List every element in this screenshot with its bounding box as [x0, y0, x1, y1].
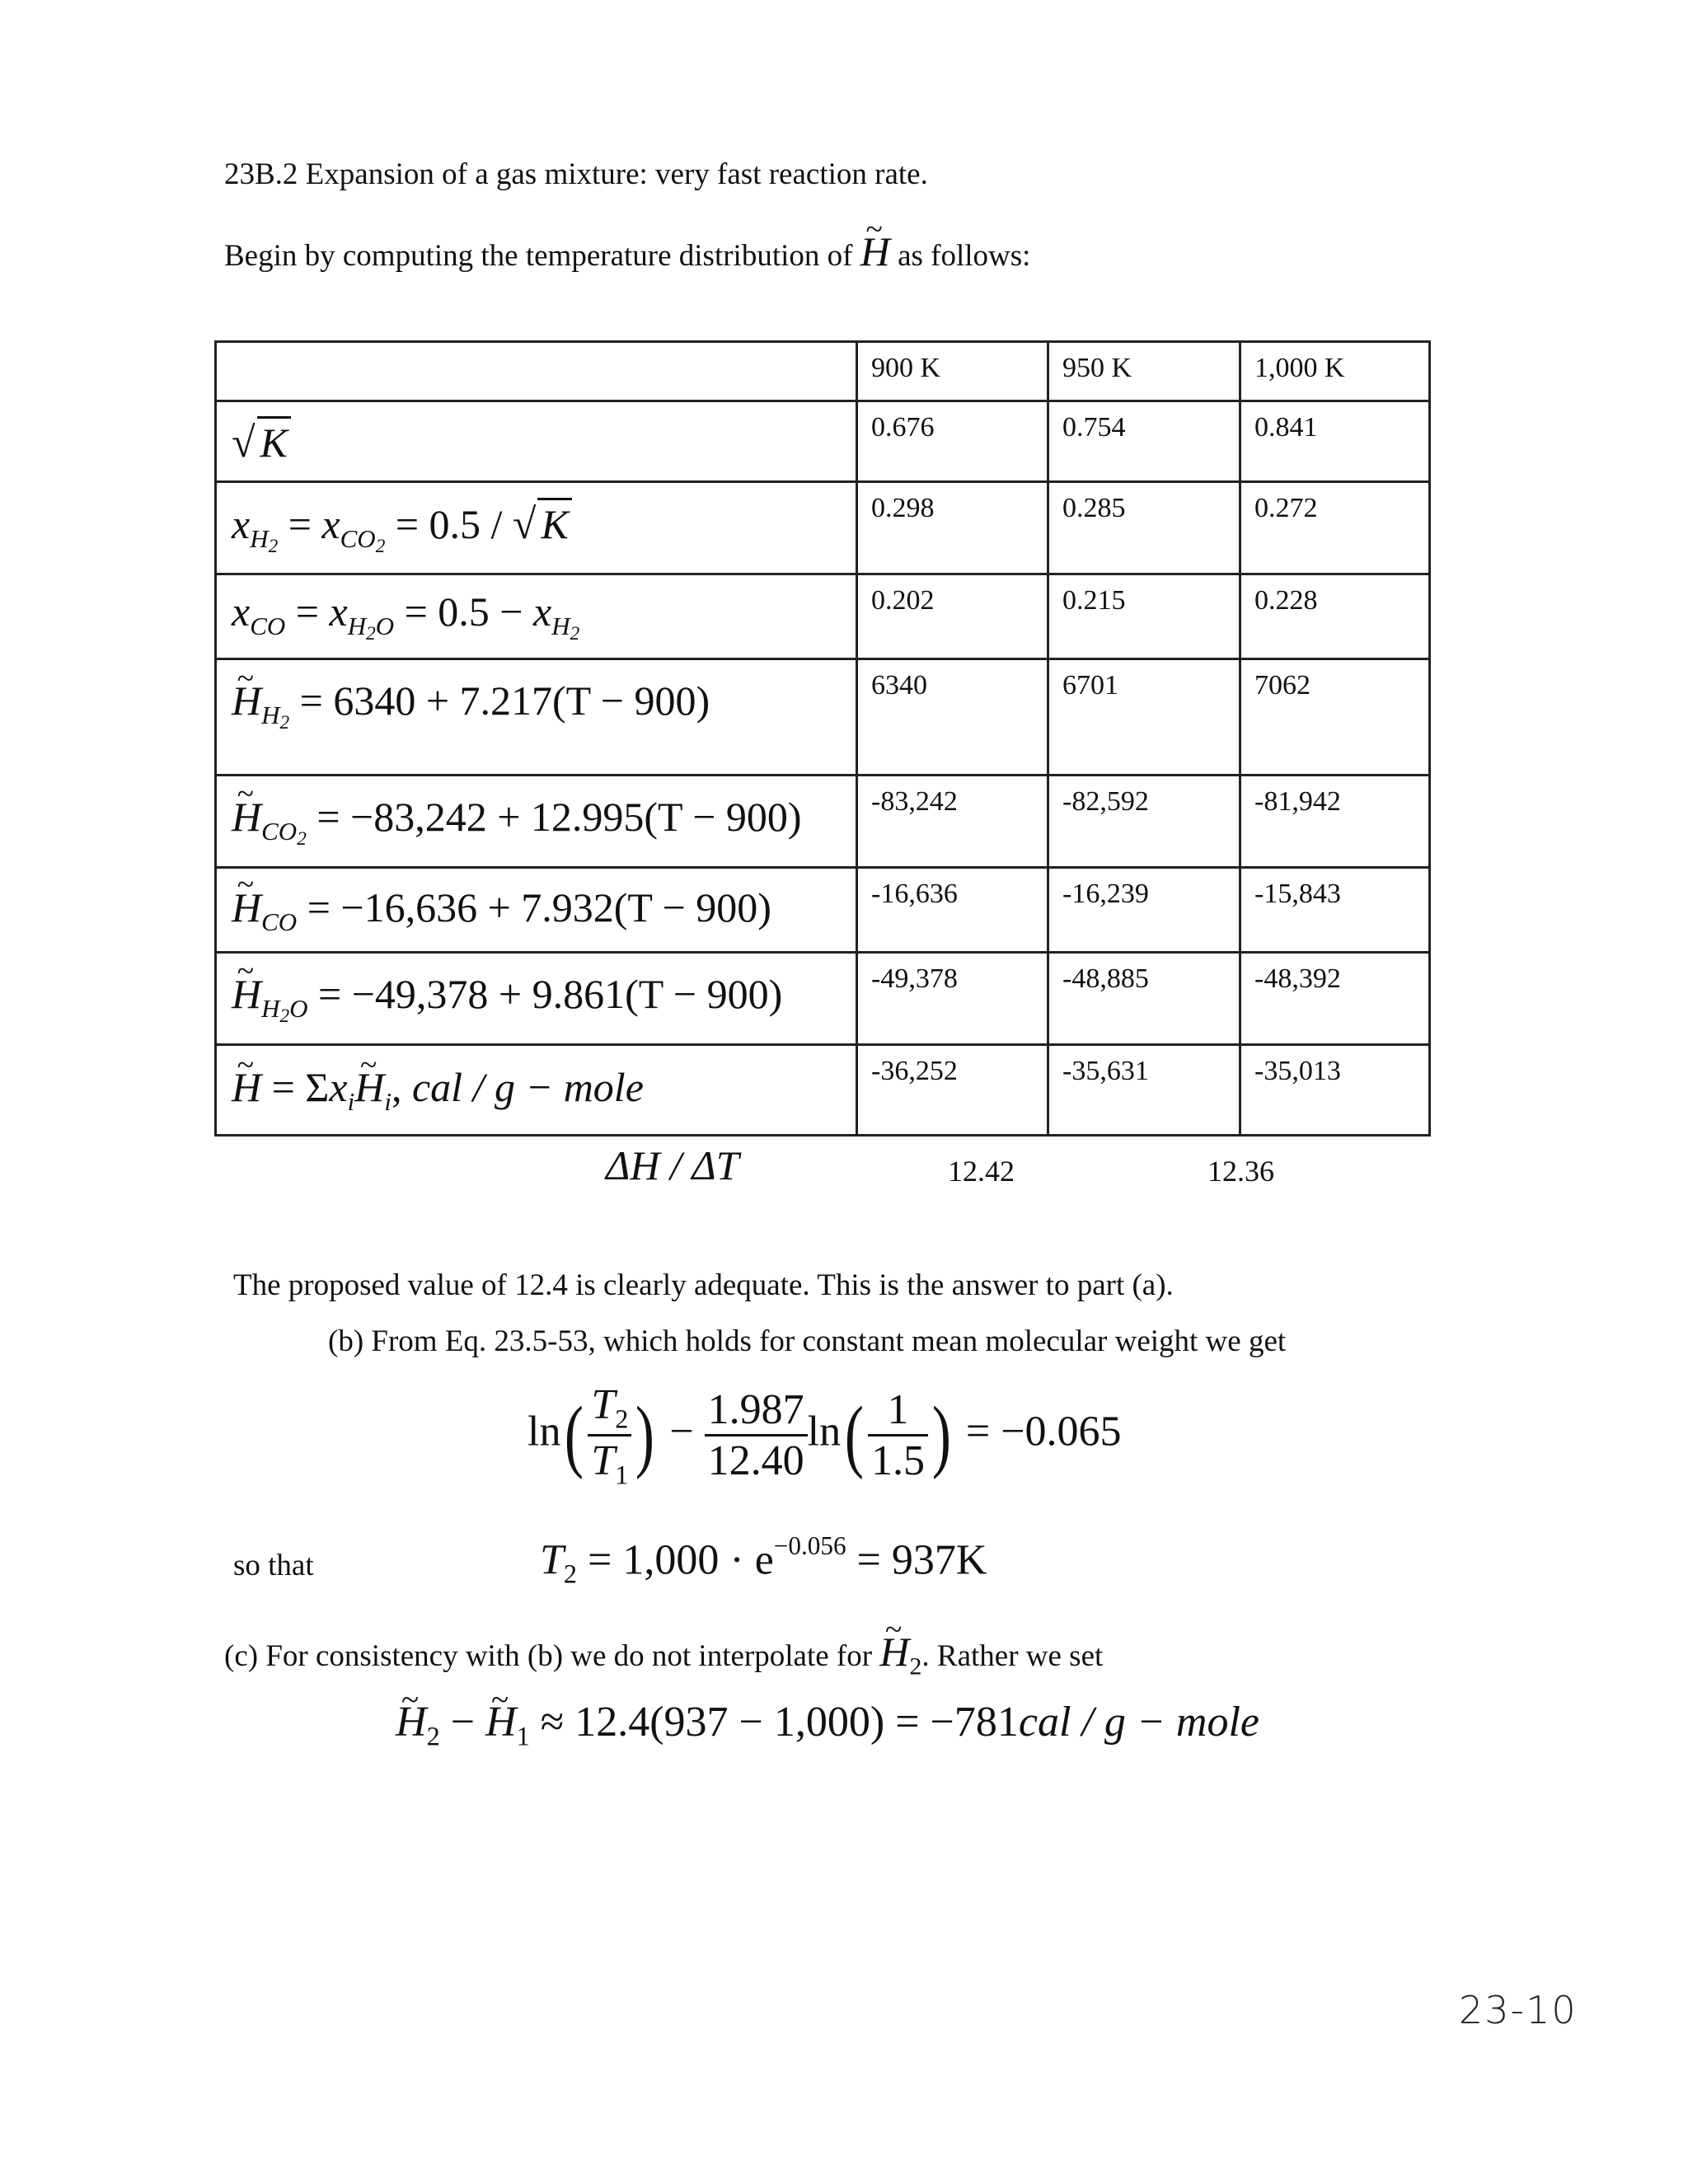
table-cell: 7062	[1240, 659, 1430, 776]
table-cell: 0.285	[1048, 482, 1240, 574]
row-label-enthalpy-co: ~ $H_{CO} = -16,636 + 7.932(T - 900)$	[216, 868, 857, 953]
column-header: 900 K	[857, 342, 1048, 401]
table-cell: 0.272	[1240, 482, 1430, 574]
table-row	[216, 482, 1430, 574]
part-b-text: (b) From Eq. 23.5-53, which holds for constant mean molecular weight we get	[328, 1324, 1287, 1358]
row-label-sqrt-k: √ K	[216, 401, 857, 482]
table-row	[216, 776, 1430, 868]
table-cell: 0.228	[1240, 574, 1430, 659]
equation-t2: $T_2 = 1,000 \cdot e^{-0.056} = 937K$	[540, 1531, 987, 1589]
table-row	[216, 401, 1430, 482]
table-cell: -83,242	[857, 776, 1048, 868]
table-cell: 6340	[857, 659, 1048, 776]
page-number: 23-10	[1459, 1988, 1578, 2032]
table-cell: 6701	[1048, 659, 1240, 776]
so-that-label: so that	[233, 1549, 314, 1582]
table-row	[216, 868, 1430, 953]
table-cell: 0.841	[1240, 401, 1430, 482]
row-label-enthalpy-h2o: ~ $H_{H2O} = -49,378 + 9.861(T - 900)$	[216, 953, 857, 1045]
enthalpy-table	[214, 340, 1431, 1137]
table-header-row	[216, 342, 1430, 401]
table-cell: -48,392	[1240, 953, 1430, 1045]
table-cell: -15,843	[1240, 868, 1430, 953]
table-cell: 0.298	[857, 482, 1048, 574]
derivative-label: ΔH / ΔT	[606, 1142, 739, 1188]
table-corner-cell	[216, 342, 857, 401]
table-cell: -81,942	[1240, 776, 1430, 868]
derivative-value: 12.42	[948, 1155, 1015, 1188]
table-cell: 0.676	[857, 401, 1048, 482]
table-cell: -16,636	[857, 868, 1048, 953]
table-row	[216, 659, 1430, 776]
intro-line	[224, 227, 1030, 275]
equation-enthalpy-change: ~ $H_2$ − ~ $H_1 \approx 12.4(937 - 1,000) = -781cal / g$ − mole	[396, 1698, 1259, 1751]
table-cell: -35,631	[1048, 1045, 1240, 1136]
equation-log-ratio: ln( $\frac{T_2}{T_1}$ ) − $\frac{1.987}{12.40}$ ln( $\frac{1}{1.5}$ ) = −0.065	[528, 1381, 1122, 1490]
section-heading: 23B.2 Expansion of a gas mixture: very fast reaction rate.	[224, 157, 928, 191]
table-cell: -36,252	[857, 1045, 1048, 1136]
table-row	[216, 574, 1430, 659]
row-label-mixture-enthalpy: ~ $H = \Sigma x_i\sim$ $H_i$, cal / g − mole	[216, 1045, 857, 1136]
part-c-text: (c) For consistency with (b) we do not interpolate for ~ $H_2$. Rather we set	[224, 1628, 1103, 1681]
row-label-enthalpy-co2: ~ $H_{CO2} = -83,242 + 12.995(T - 900)$	[216, 776, 857, 868]
intro-text: Begin by computing the temperature distribution of	[224, 239, 853, 273]
table-cell: -16,239	[1048, 868, 1240, 953]
row-label-enthalpy-h2: ~ $H_{H2} = 6340 + 7.217(T - 900)$	[216, 659, 857, 776]
row-label-mole-fraction-co: $x_{CO} = x_{H2O} = 0.5 - x_{H2}$	[216, 574, 857, 659]
row-label-mole-fraction-h2: $x_{H2} = x_{CO2} = 0.5$ / √ K	[216, 482, 857, 574]
derivative-value: 12.36	[1207, 1155, 1274, 1188]
table-cell: -35,013	[1240, 1045, 1430, 1136]
table-cell: 0.754	[1048, 401, 1240, 482]
table-cell: 0.202	[857, 574, 1048, 659]
part-a-text: The proposed value of 12.4 is clearly adequate. This is the answer to part (a).	[233, 1268, 1174, 1302]
table-row	[216, 1045, 1430, 1136]
table-cell: -48,885	[1048, 953, 1240, 1045]
table-cell: 0.215	[1048, 574, 1240, 659]
table-row	[216, 953, 1430, 1045]
table-cell: -82,592	[1048, 776, 1240, 868]
table-cell: -49,378	[857, 953, 1048, 1045]
intro-text-end: as follows:	[898, 239, 1031, 273]
column-header: 1,000 K	[1240, 342, 1430, 401]
intro-symbol: ~ H	[860, 227, 890, 275]
column-header: 950 K	[1048, 342, 1240, 401]
